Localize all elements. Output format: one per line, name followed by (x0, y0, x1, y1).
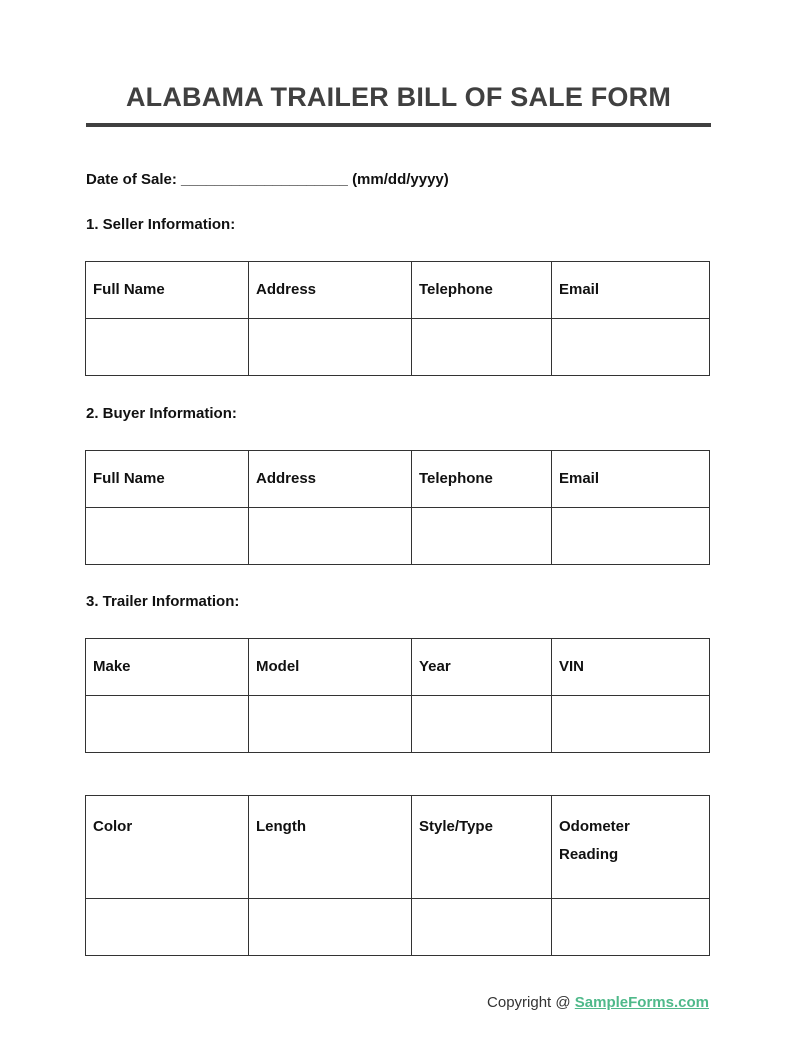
seller-telephone-field[interactable] (412, 319, 552, 376)
trailer-model-field[interactable] (249, 696, 412, 753)
buyer-full-name-field[interactable] (86, 508, 249, 565)
trailer-length-field[interactable] (249, 899, 412, 956)
trailer-style-type-field[interactable] (412, 899, 552, 956)
seller-col-email: Email (552, 262, 710, 319)
trailer-make-field[interactable] (86, 696, 249, 753)
trailer-odometer-field[interactable] (552, 899, 710, 956)
buyer-telephone-field[interactable] (412, 508, 552, 565)
buyer-col-telephone: Telephone (412, 451, 552, 508)
trailer-year-field[interactable] (412, 696, 552, 753)
page-title: ALABAMA TRAILER BILL OF SALE FORM (125, 82, 672, 112)
seller-section-heading: 1. Seller Information: (86, 216, 236, 233)
seller-table (85, 261, 710, 376)
copyright-footer (487, 994, 709, 1011)
trailer-details-table (85, 795, 710, 956)
buyer-col-address: Address (249, 451, 412, 508)
date-of-sale-line (86, 171, 449, 188)
title-underline (86, 123, 711, 127)
trailer-col-color: Color (86, 796, 249, 899)
seller-email-field[interactable] (552, 319, 710, 376)
buyer-col-email: Email (552, 451, 710, 508)
copyright-text: Copyright @ (487, 994, 571, 1011)
trailer-col-length: Length (249, 796, 412, 899)
trailer-vin-field[interactable] (552, 696, 710, 753)
trailer-section-heading: 3. Trailer Information: (86, 593, 240, 610)
trailer-col-odometer: Odometer Reading (552, 796, 710, 899)
date-format-hint: (mm/dd/yyyy) (352, 171, 449, 188)
buyer-email-field[interactable] (552, 508, 710, 565)
buyer-col-full-name: Full Name (86, 451, 249, 508)
seller-col-telephone: Telephone (412, 262, 552, 319)
seller-address-field[interactable] (249, 319, 412, 376)
trailer-col-vin: VIN (552, 639, 710, 696)
trailer-color-field[interactable] (86, 899, 249, 956)
seller-full-name-field[interactable] (86, 319, 249, 376)
seller-col-address: Address (249, 262, 412, 319)
date-of-sale-label: Date of Sale: (86, 171, 177, 188)
trailer-col-style-type: Style/Type (412, 796, 552, 899)
brand-link[interactable]: SampleForms.com (574, 994, 709, 1011)
buyer-section-heading: 2. Buyer Information: (86, 405, 237, 422)
trailer-col-model: Model (249, 639, 412, 696)
trailer-col-year: Year (412, 639, 552, 696)
trailer-table (85, 638, 710, 753)
buyer-address-field[interactable] (249, 508, 412, 565)
trailer-col-make: Make (86, 639, 249, 696)
seller-col-full-name: Full Name (86, 262, 249, 319)
date-of-sale-blank[interactable]: ____________________ (181, 171, 348, 188)
buyer-table (85, 450, 710, 565)
